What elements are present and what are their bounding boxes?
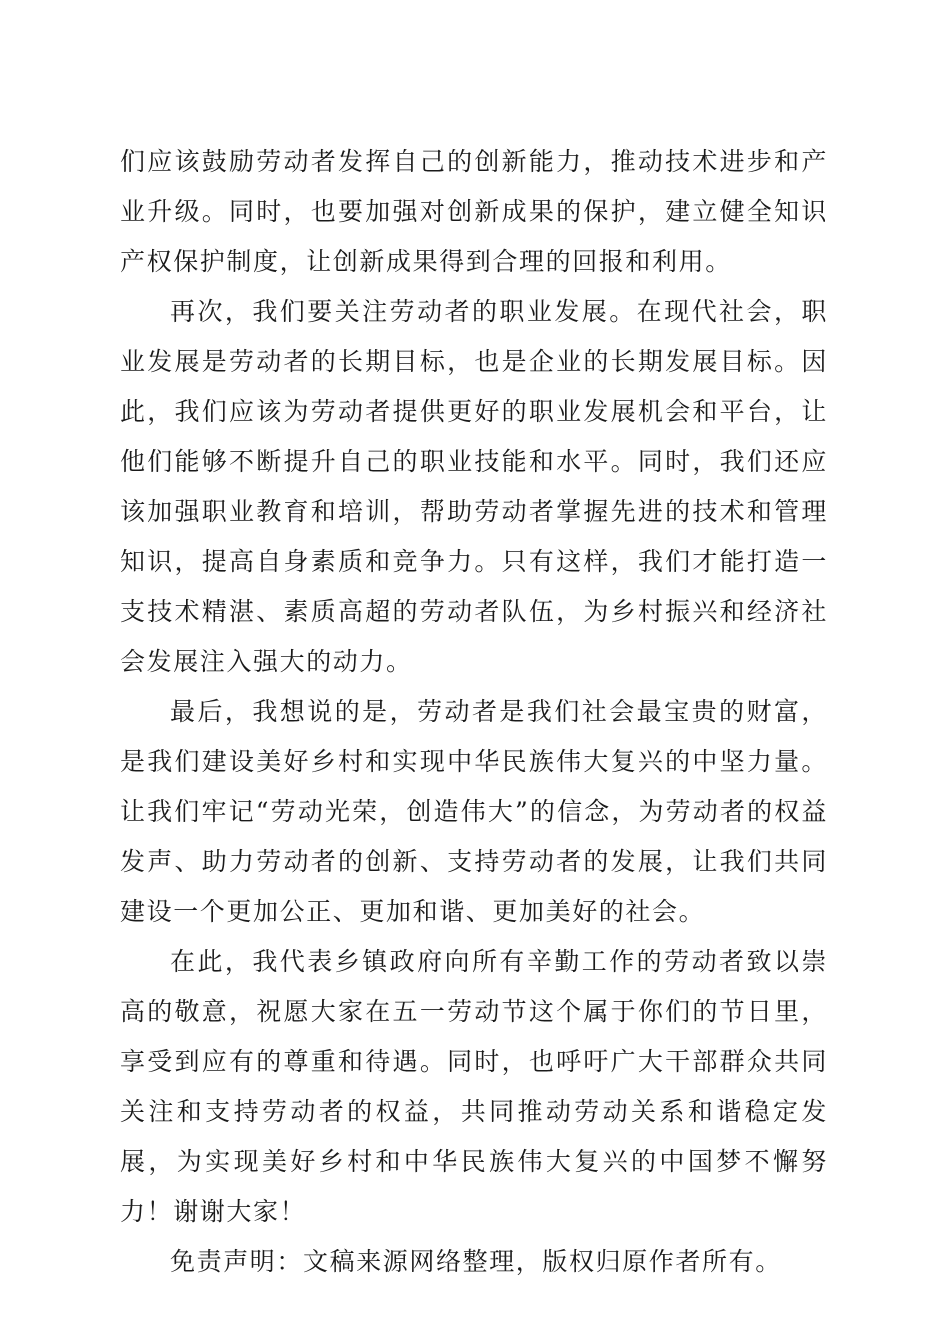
document-body: [120, 137, 828, 1287]
disclaimer: 免责声明：文稿来源网络整理，版权归原作者所有。: [170, 1247, 782, 1276]
paragraph-continuation: 们应该鼓励劳动者发挥自己的创新能力，推动技术进步和产业升级。同时，也要加强对创新成果的保护，建立健全知识产权保护制度，让创新成果得到合理的回报和利用。: [120, 147, 828, 276]
paragraph-career-development: 再次，我们要关注劳动者的职业发展。在现代社会，职业发展是劳动者的长期目标，也是企业的长期发展目标。因此，我们应该为劳动者提供更好的职业发展机会和平台，让他们能够不断提升自己的职业技能和水平。同时，我们还应该加强职业教育和培训，帮助劳动者掌握先进的技术和管理知识，提高自身素质和竞争力。只有这样，我们才能打造一支技术精湛、素质高超的劳动者队伍，为乡村振兴和经济社会发展注入强大的动力。: [120, 297, 828, 676]
paragraph-tribute: 在此，我代表乡镇政府向所有辛勤工作的劳动者致以崇高的敬意，祝愿大家在五一劳动节这个属于你们的节日里，享受到应有的尊重和待遇。同时，也呼吁广大干部群众共同关注和支持劳动者的权益，共同推动劳动关系和谐稳定发展，为实现美好乡村和中华民族伟大复兴的中国梦不懈努力！谢谢大家！: [120, 947, 828, 1226]
paragraph-conclusion: 最后，我想说的是，劳动者是我们社会最宝贵的财富，是我们建设美好乡村和实现中华民族伟大复兴的中坚力量。让我们牢记“劳动光荣，创造伟大”的信念，为劳动者的权益发声、助力劳动者的创新、支持劳动者的发展，让我们共同建设一个更加公正、更加和谐、更加美好的社会。: [120, 697, 828, 926]
